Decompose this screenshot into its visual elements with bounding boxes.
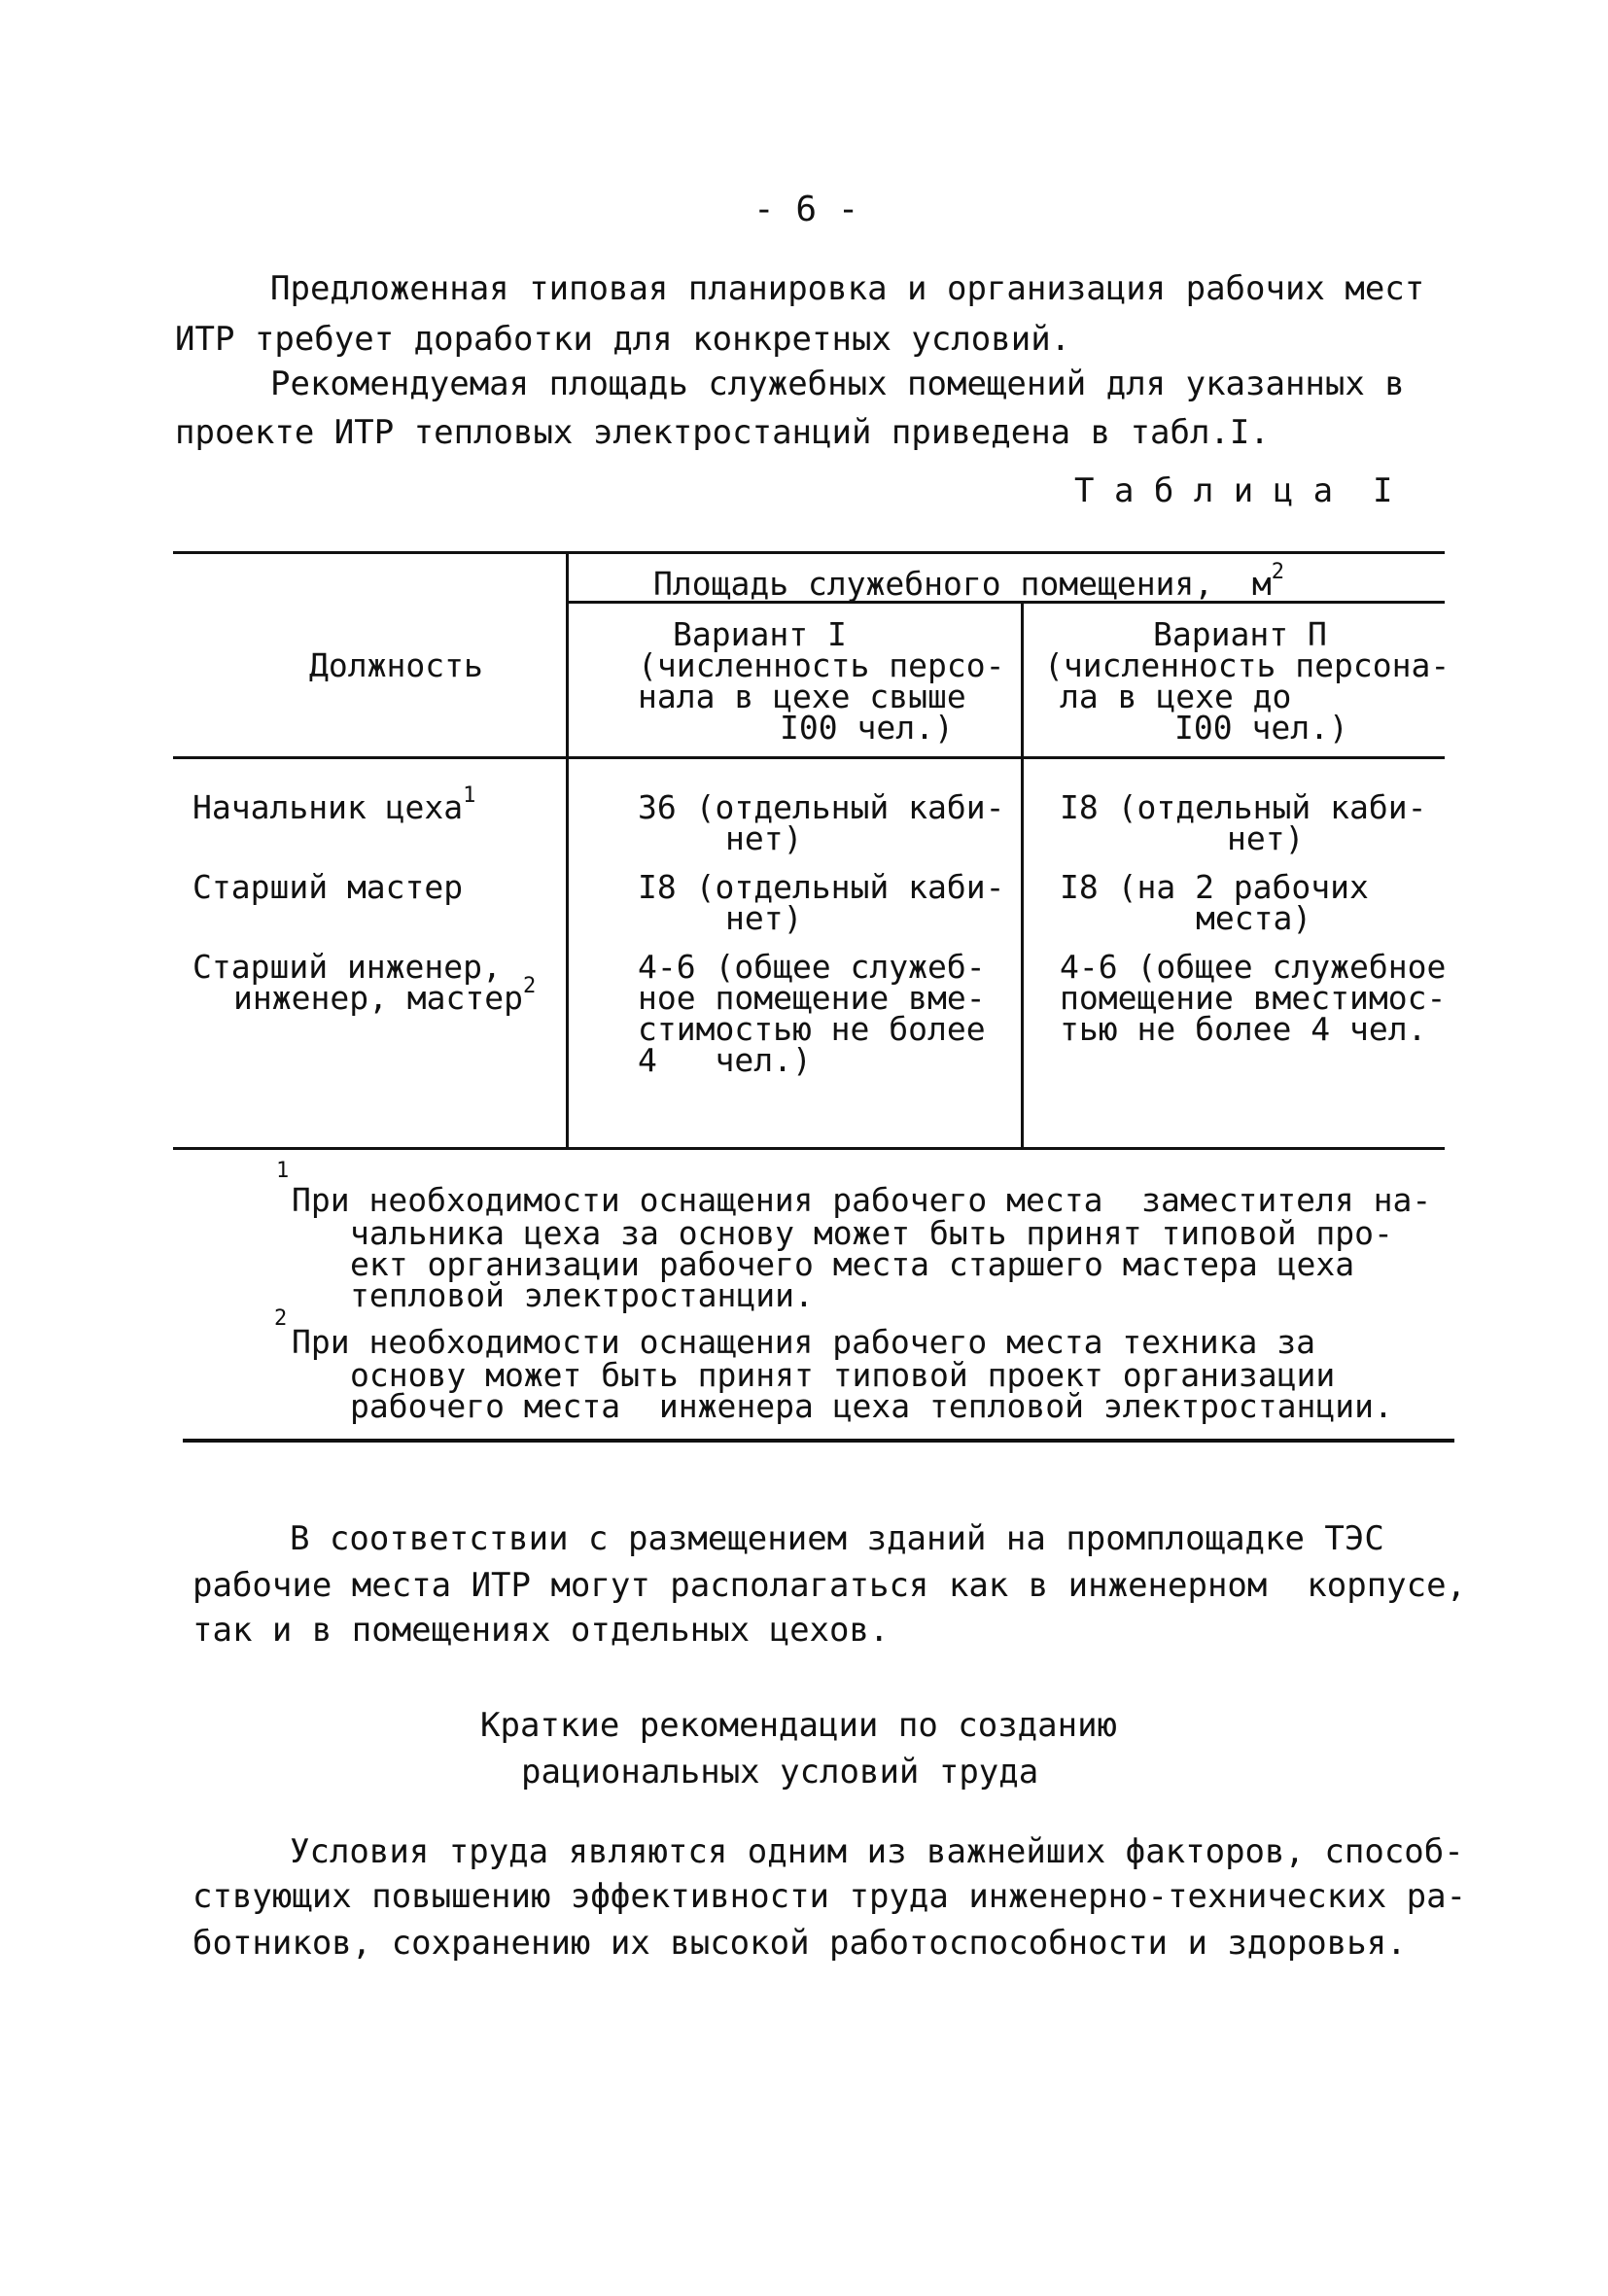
row1-v1-line2: нет) [725, 819, 803, 857]
row3-v1-line4: 4 чел.) [638, 1041, 812, 1079]
variant2-header-3: ла в цехе до [1060, 678, 1292, 715]
intro-p2-line2: проекте ИТР тепловых электростанций приведена в табл.I. [175, 413, 1270, 452]
final-line1: Условия труда являются одним из важнейших факторов, способ- [290, 1832, 1464, 1871]
row3-v1-line1: 4-6 (общее служеб- [638, 948, 986, 986]
intro-p2-line1: Рекомендуемая площадь служебных помещений для указанных в [270, 365, 1405, 403]
footnote1-line1: При необходимости оснащения рабочего места заместителя на- [292, 1181, 1432, 1219]
row1-v1-line1: 36 (отдельный каби- [638, 788, 1005, 826]
row3-v2-line2: помещение вместимос- [1060, 979, 1447, 1017]
table-header-rule [173, 756, 1445, 759]
area-header: Площадь служебного помещения, $м^2$ [653, 560, 1285, 603]
variant1-header-1: Вариант I [673, 615, 847, 653]
table-caption: Т а б л и ц а I [1074, 471, 1393, 510]
row3-v2-line3: тью не более 4 чел. [1060, 1010, 1427, 1048]
table-bottom-rule [173, 1147, 1445, 1150]
table-col-divider-2 [1021, 601, 1024, 1150]
intro-p1-line1: Предложенная типовая планировка и организация рабочих мест [270, 269, 1425, 308]
row3-v1-line2: ное помещение вме- [638, 979, 986, 1017]
table-top-rule [173, 551, 1445, 554]
intro-p1-line2: ИТР требует доработки для конкретных условий. [175, 320, 1071, 359]
footnote2-line1: При необходимости оснащения рабочего места техника за [292, 1323, 1315, 1361]
row3-position-line2: инженер, мастер$^2$ [233, 974, 537, 1017]
final-line3: ботников, сохранению их высокой работоспособности и здоровья. [192, 1924, 1407, 1963]
variant2-header-4: I00 чел.) [1174, 709, 1348, 747]
variant2-header-2: (численность персона- [1044, 646, 1451, 684]
row3-position-line1: Старший инженер, [192, 948, 502, 986]
section-title-line1: Краткие рекомендации по созданию [480, 1706, 1118, 1745]
variant1-header-2: (численность персо- [638, 646, 1005, 684]
row2-v2-line1: I8 (на 2 рабочих [1060, 868, 1369, 906]
row2-position: Старший мастер [192, 868, 464, 906]
position-header: Должность [309, 646, 483, 684]
footnote1-line2: чальника цеха за основу может быть принят типовой про- [350, 1214, 1393, 1252]
footnote2-line3: рабочего места инженера цеха тепловой электростанции. [350, 1387, 1393, 1425]
row1-v2-line2: нет) [1227, 819, 1305, 857]
row2-v1-line2: нет) [725, 899, 803, 937]
variant1-header-4: I00 чел.) [780, 709, 954, 747]
body-line3: так и в помещениях отдельных цехов. [192, 1611, 890, 1650]
row3-v2-line1: 4-6 (общее служебное [1060, 948, 1447, 986]
variant2-header-1: Вариант П [1153, 615, 1327, 653]
row3-v1-line3: стимостью не более [638, 1010, 986, 1048]
body-line2: рабочие места ИТР могут располагаться как в инженерном корпусе, [192, 1566, 1467, 1605]
footnote1-mark: 1 [276, 1159, 290, 1183]
section-title-line2: рациональных условий труда [521, 1753, 1039, 1792]
footnote2-mark: 2 [274, 1306, 288, 1331]
row2-v2-line2: места) [1196, 899, 1312, 937]
footnote1-line4: тепловой электростанции. [350, 1276, 814, 1314]
footnote1-line3: ект организации рабочего места старшего мастера цеха [350, 1245, 1355, 1283]
final-line2: ствующих повышению эффективности труда инженерно-технических ра- [192, 1877, 1467, 1916]
variant1-header-3: нала в цехе свыше [638, 678, 966, 715]
row1-position: Начальник цеха$^1$ [192, 783, 476, 826]
footnote2-line2: основу может быть принят типовой проект организации [350, 1356, 1336, 1394]
footnotes-bottom-rule [183, 1439, 1454, 1443]
page-number: - 6 - [753, 190, 859, 229]
row2-v1-line1: I8 (отдельный каби- [638, 868, 1005, 906]
body-line1: В соответствии с размещением зданий на промплощадке ТЭС [290, 1519, 1384, 1558]
table-col-divider-1 [566, 551, 569, 1150]
row1-v2-line1: I8 (отдельный каби- [1060, 788, 1427, 826]
